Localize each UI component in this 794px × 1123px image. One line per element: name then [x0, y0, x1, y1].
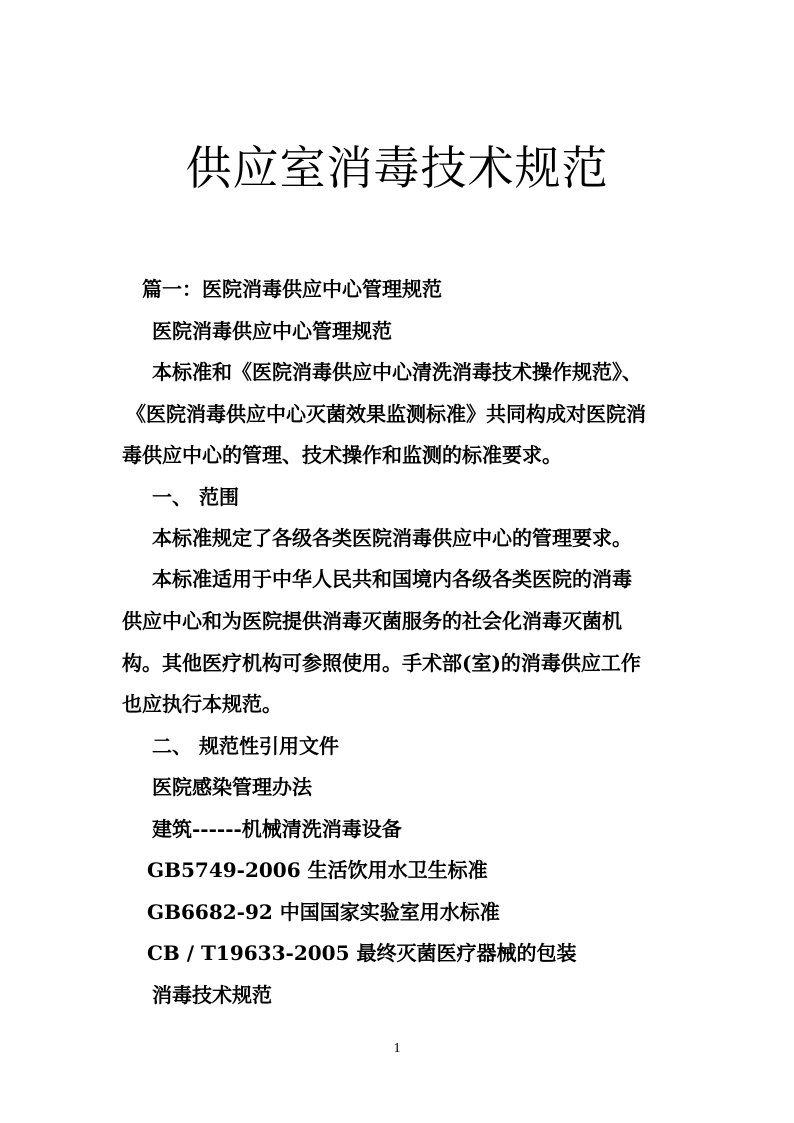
text-line: 《医院消毒供应中心灭菌效果监测标准》共同构成对医院消 — [126, 402, 646, 426]
text-line: 供应中心和为医院提供消毒灭菌服务的社会化消毒灭菌机 — [122, 609, 622, 633]
page-number: 1 — [393, 1041, 401, 1056]
reference-item: 建筑------机械清洗消毒设备 — [152, 817, 402, 841]
reference-item: GB6682-92 中国国家实验室用水标准 — [147, 900, 500, 924]
text-line: 毒供应中心的管理、技术操作和监测的标准要求。 — [122, 443, 562, 467]
document-title: 供应室消毒技术规范 — [185, 141, 609, 195]
section-heading: 一、 范围 — [152, 485, 239, 509]
text-line: 也应执行本规范。 — [122, 692, 282, 716]
section-heading: 二、 规范性引用文件 — [152, 734, 339, 758]
text-line: 构。其他医疗机构可参照使用。手术部(室)的消毒供应工作 — [122, 651, 641, 675]
text-line: 本标准规定了各级各类医院消毒供应中心的管理要求。 — [152, 526, 632, 550]
text-line: 篇一：医院消毒供应中心管理规范 — [142, 277, 442, 301]
reference-item: GB5749-2006 生活饮用水卫生标准 — [147, 858, 488, 882]
text-line: 医院消毒供应中心管理规范 — [152, 319, 392, 343]
text-line: 本标准和《医院消毒供应中心清洗消毒技术操作规范》、 — [152, 360, 642, 384]
reference-item: CB / T19633-2005 最终灭菌医疗器械的包装 — [147, 941, 577, 965]
reference-item: 医院感染管理办法 — [152, 775, 312, 799]
reference-item: 消毒技术规范 — [152, 983, 272, 1007]
text-line: 本标准适用于中华人民共和国境内各级各类医院的消毒 — [152, 567, 632, 591]
